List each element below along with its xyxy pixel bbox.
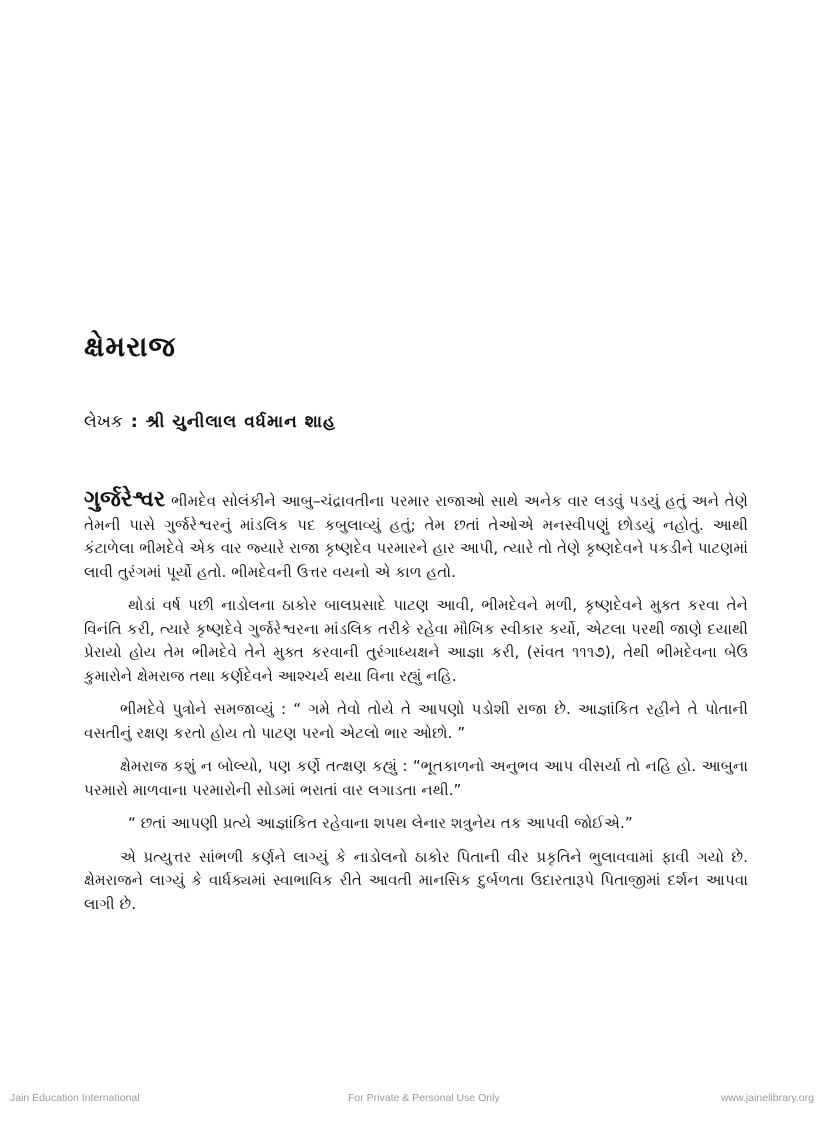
footer-website-link[interactable]: www.jainelibrary.org xyxy=(720,1092,814,1104)
paragraph-2: થોડાં વર્ષ પછી નાડોલના ઠાકોર બાલપ્રસાદે પાટણ આવી, ભીમદેવને મળી, કૃષ્ણદેવને મુક્ત કરવા તેને વિનંતિ કરી, ત્યારે કૃષ્ણદેવે ગુર્જરેશ્વરના માંડલિક તરીકે રહેવા મૌખિક સ્વીકાર કર્યો, એટલા પરથી જાણે દયાથી પ્રેરાયો હોય તેમ ભીમદેવે તેને મુક્ત કરવાની તુરંગાધ્યક્ષને આજ્ઞા કરી, (સંવત ૧૧૧૭), તેથી ભીમદેવના બેઉ કુમારોને ક્ષેમરાજ તથા કર્ણદેવને આશ્ચર્ય થયા વિના રહ્યું નહિ. xyxy=(84,596,748,685)
paragraph-1 xyxy=(84,488,748,584)
author-name: શ્રી ચુનીલાલ વર્ધમાન શાહ xyxy=(145,412,337,432)
paragraph-5: “ છતાં આપણી પ્રત્યે આજ્ઞાંકિત રહેવાના શપથ લેનાર શત્રુનેય તક આપવી જોઈએ.” xyxy=(128,814,633,832)
paragraph-3: ભીમદેવે પુત્રોને સમજાવ્યું : “ ગમે તેવો તોયે તે આપણો પડોશી રાજા છે. આજ્ઞાંકિત રહીને તે પોતાની વસતીનું રક્ષણ કરતો હોય તો પાટણ પરનો એટલો ભાર ઓછો. ” xyxy=(84,700,748,742)
footer-usage-notice: For Private & Personal Use Only xyxy=(348,1092,500,1104)
lead-word: ગુર્જરેશ્વર xyxy=(84,487,166,512)
byline-separator: : xyxy=(130,412,138,432)
paragraph-6: એ પ્રત્યુત્તર સાંભળી કર્ણને લાગ્યું કે નાડોલનો ઠાકોર પિતાની વીર પ્રકૃતિને ભુલાવવામાં ફાવી ગયો છે. ક્ષેમરાજને લાગ્યું કે વાર્ધક્યમાં સ્વાભાવિક રીતે આવતી માનસિક દુર્બળતા ઉદારતારૂપે પિતાજીમાં દર્શન આપવા લાગી છે. xyxy=(84,847,748,913)
paragraph-text: ભીમદેવ સોલંકીને આબુ–ચંદ્રાવતીના પરમાર રાજાઓ સાથે અનેક વાર લડવું પડયું હતું અને તેણે તેમની પાસે ગુર્જરેશ્વરનું માંડલિક પદ કબુલાવ્યું હતું; તેમ છતાં તેઓએ મનસ્વીપણું છોડયું નહોતું. આથી કંટાળેલા ભીમદેવે એક વાર જ્યારે રાજા કૃષ્ણદેવ પરમારને હાર આપી, ત્યારે તો તેણે કૃષ્ણદેવને પકડીને પાટણમાં લાવી તુરંગમાં પૂર્યો હતો. ભીમદેવની ઉત્તર વયનો એ કાળ હતો. xyxy=(84,492,748,581)
page-footer xyxy=(0,1092,828,1108)
chapter-title: ક્ષેમરાજ xyxy=(84,330,176,363)
byline-label: લેખક xyxy=(84,412,123,432)
body-text xyxy=(84,488,748,926)
paragraph-4: ક્ષેમરાજ કશું ન બોલ્યો, પણ કર્ણે તત્ક્ષણ કહ્યું : “ભૂતકાળનો અનુભવ આપ વીસર્યા તો નહિ હો. આબુના પરમારો માળવાના પરમારોની સોડમાં ભરાતાં વાર લગાડતા નથી.” xyxy=(84,757,748,799)
byline xyxy=(84,412,336,432)
footer-publisher: Jain Education International xyxy=(10,1092,140,1104)
